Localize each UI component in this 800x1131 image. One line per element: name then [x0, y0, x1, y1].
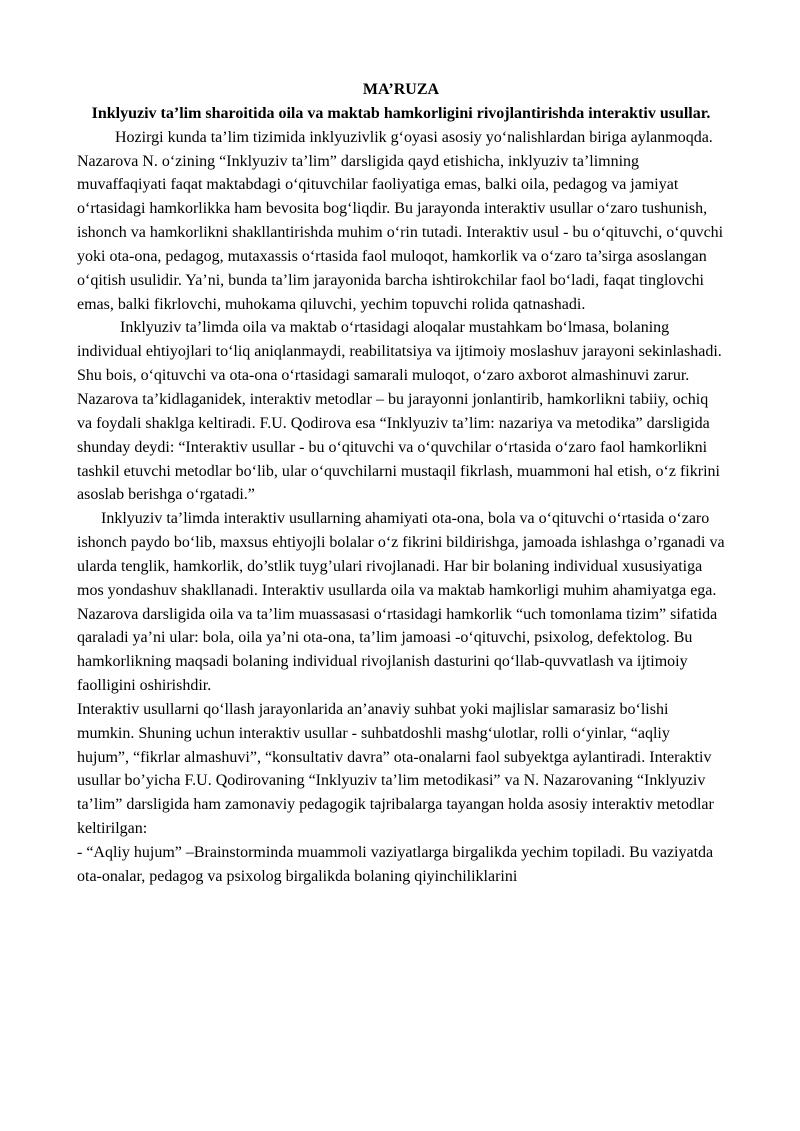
- paragraph-interactive-methods: Interaktiv usullarni qo‘llash jarayonlarida an’anaviy suhbat yoki majlislar samarasiz bo‘lishi mumkin. Shuning uchun interaktiv usullar - suhbatdoshli mashg‘ulotlar, rolli o‘yinlar, “aqliy hujum”, “fikrlar almashuvi”, “konsultativ davra” ota-onalarni faol subyektga aylantiradi. Interaktiv usullar bo’yicha F.U. Qodirovaning “Inklyuziv ta’lim metodikasi” va N. Nazarovaning “Inklyuziv ta’lim” darsligida ham zamonaviy pedagogik tajribalarga tayangan holda asosiy interaktiv metodlar keltirilgan:: [77, 700, 714, 838]
- document-heading: MA’RUZA: [362, 81, 440, 98]
- paragraph-interactive-importance: Inklyuziv ta’limda interaktiv usullarning ahamiyati ota-ona, bola va o‘qituvchi o‘rtasida o‘zaro ishonch paydo bo‘lib, maxsus ehtiyojli bolalar o‘z fikrini bildirishga, jamoada ishlashga o’rganadi va ularda tenglik, hamkorlik, do’stlik tuyg’ulari rivojlanadi. Har bir bolaning individual xususiyatiga mos yondashuv shakllanadi. Interaktiv usullarda oila va maktab hamkorligi muhim ahamiyatga ega. Nazarova darsligida oila va ta’lim muassasasi o‘rtasidagi hamkorlik “uch tomonlama tizim” sifatida qaraladi ya’ni ular: bola, oila ya’ni ota-ona, ta’lim jamoasi -o‘qituvchi, psixolog, defektolog. Bu hamkorlikning maqsadi bolaning individual rivojlanish dasturini qo‘llab-quvvatlash va ijtimoiy faolligini oshirishdir.: [77, 510, 725, 695]
- document-body: [77, 78, 725, 889]
- paragraph-family-school-relations: Inklyuziv ta’limda oila va maktab o‘rtasidagi aloqalar mustahkam bo‘lmasa, bolaning individual ehtiyojlari to‘liq aniqlanmaydi, reabilitatsiya va ijtimoiy moslashuv jarayoni sekinlashadi. Shu bois, o‘qituvchi va ota-ona o‘rtasidagi samarali muloqot, o‘zaro axborot almashinuvi zarur. Nazarova ta’kidlaganidek, interaktiv metodlar – bu jarayonni jonlantirib, hamkorlikni tabiiy, ochiq va foydali shaklga keltiradi. F.U. Qodirova esa “Inklyuziv ta’lim: nazariya va metodika” darsligida shunday deydi: “Interaktiv usullar - bu o‘qituvchi va o‘quvchilar o‘rtasida o‘zaro faol hamkorlikni tashkil etuvchi metodlar bo‘lib, ular o‘quvchilarni mustaqil fikrlash, muammoni hal etish, o‘z fikrini asoslab berishga o‘rgatadi.”: [77, 319, 722, 504]
- paragraph-introduction: Hozirgi kunda ta’lim tizimida inklyuzivlik g‘oyasi asosiy yo‘nalishlardan biriga aylanmoqda. Nazarova N. o‘zining “Inklyuziv ta’lim” darsligida qayd etishicha, inklyuziv ta’limning muvaffaqiyati faqat maktabdagi o‘qituvchilar faoliyatiga emas, balki oila, pedagog va jamiyat o‘rtasidagi hamkorlikka ham bevosita bog‘liqdir. Bu jarayonda interaktiv usullar o‘zaro tushunish, ishonch va hamkorlikni shakllantirishda muhim o‘rin tutadi. Interaktiv usul - bu o‘qituvchi, o‘quvchi yoki ota-ona, pedagog, mutaxassis o‘rtasida faol muloqot, hamkorlik va o‘zaro ta’sirga asoslangan o‘qitish usulidir. Ya’ni, bunda ta’lim jarayonida barcha ishtirokchilar faol bo‘ladi, faqat tinglovchi emas, balki fikrlovchi, muhokama qiluvchi, yechim topuvchi rolida qatnashadi.: [77, 128, 724, 313]
- document-subtitle: Inklyuziv ta’lim sharoitida oila va maktab hamkorligini rivojlantirishda interaktiv usullar.: [91, 104, 711, 122]
- paragraph-brainstorming: - “Aqliy hujum” –Brainstorminda muammoli vaziyatlarga birgalikda yechim topiladi. Bu vaziyatda ota-onalar, pedagog va psixolog birgalikda bolaning qiyinchiliklarini: [77, 844, 714, 885]
